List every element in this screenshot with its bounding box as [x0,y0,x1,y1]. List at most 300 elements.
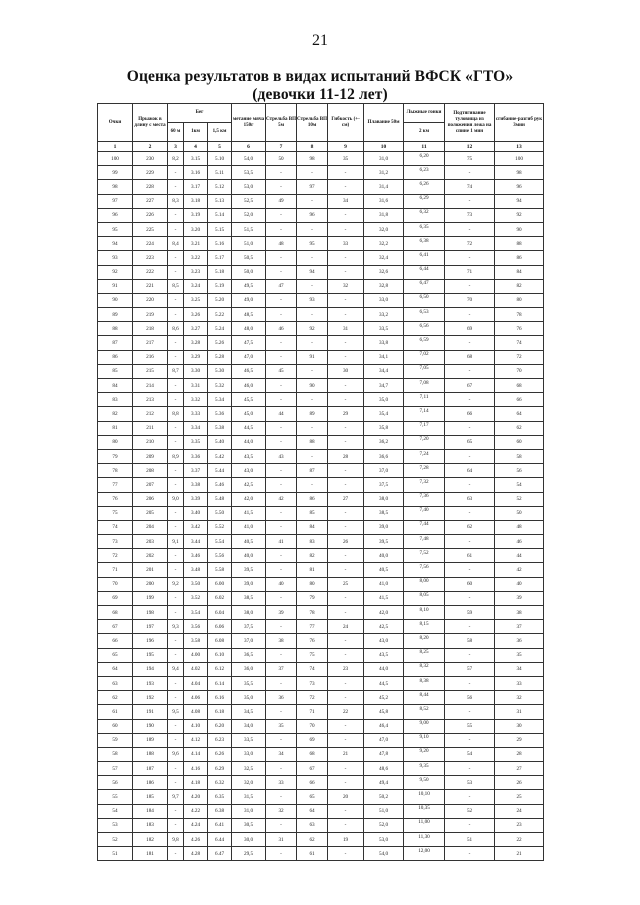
table-cell: 43,0 [364,634,404,648]
column-number: 5 [208,142,232,152]
table-cell: - [168,464,184,478]
table-row [98,166,544,180]
ski-value: 6,56 [419,322,429,329]
table-cell: 3.18 [184,194,208,208]
table-row [98,407,544,421]
table-cell: 40 [266,577,297,591]
table-cell: 4.10 [184,719,208,733]
table-cell: - [328,265,364,279]
table-cell: - [168,549,184,563]
table-cell: 61 [297,847,328,861]
table-cell: 4.08 [184,705,208,719]
table-cell: - [445,705,495,719]
table-cell: 39,0 [232,577,266,591]
table-cell: 48,5 [232,308,266,322]
table-cell: 3.21 [184,237,208,251]
table-cell: 8,6 [168,322,184,336]
table-cell: - [328,464,364,478]
header-swim: Плавание 50м [364,104,404,142]
table-cell [404,379,445,393]
header-pullup: Подтягивание туловища из положения лежа на спине 1 мин [445,104,495,142]
table-cell: 23 [495,818,544,832]
table-cell: - [168,676,184,690]
header-points: Очки [98,104,133,142]
table-cell: 33,8 [364,336,404,350]
table-cell: 46,4 [364,719,404,733]
table-cell: - [168,563,184,577]
table-cell [404,733,445,747]
table-cell: 84 [297,520,328,534]
table-cell: 201 [133,563,168,577]
table-cell: 73 [297,676,328,690]
table-cell [404,251,445,265]
table-cell: 39,0 [364,520,404,534]
table-cell: 88 [98,322,133,336]
table-cell: 46 [266,322,297,336]
table-cell: - [168,733,184,747]
table-cell: 64 [98,662,133,676]
ski-value: 6,50 [419,294,429,301]
table-cell: 82 [297,549,328,563]
table-cell: 88 [297,435,328,449]
table-cell: 50,2 [364,790,404,804]
table-cell: 82 [495,279,544,293]
table-cell: - [445,222,495,236]
table-cell: - [266,180,297,194]
table-row [98,676,544,690]
table-cell: 6.38 [208,804,232,818]
table-cell: 6.10 [208,648,232,662]
table-cell: 81 [98,421,133,435]
table-cell: - [445,733,495,747]
table-cell: - [266,648,297,662]
table-cell [404,776,445,790]
table-cell: 95 [297,237,328,251]
table-cell: 44 [266,407,297,421]
table-cell: 3.54 [184,606,208,620]
table-cell [404,535,445,549]
table-cell: 48 [495,520,544,534]
table-cell: 97 [98,194,133,208]
table-cell [404,520,445,534]
table-cell: 50 [495,506,544,520]
table-cell: 37,5 [232,620,266,634]
table-row [98,520,544,534]
table-cell: 34,0 [232,719,266,733]
table-cell: 49,4 [364,776,404,790]
table-cell: - [168,804,184,818]
table-cell: 6.47 [208,847,232,861]
table-cell: 4.24 [184,818,208,832]
table-cell: 51,0 [364,804,404,818]
table-cell: 5.44 [208,464,232,478]
ski-value: 6,59 [419,337,429,344]
table-cell: - [328,208,364,222]
table-cell: 6.00 [208,577,232,591]
table-cell: 65 [445,435,495,449]
table-cell: - [297,279,328,293]
table-cell: - [445,166,495,180]
ski-value: 7,02 [419,351,429,358]
column-number: 13 [495,142,544,152]
table-row [98,606,544,620]
table-cell: 45 [266,364,297,378]
table-cell: 5.19 [208,279,232,293]
table-cell: 38,0 [364,492,404,506]
table-cell: - [328,606,364,620]
table-cell: - [266,549,297,563]
table-cell: 24 [495,804,544,818]
column-number: 4 [184,142,208,152]
table-cell: 39 [266,606,297,620]
table-cell: 5.56 [208,549,232,563]
header-shoot-5m: Стрельба ВП 5м [266,104,297,142]
table-cell: 199 [133,591,168,605]
table-row [98,279,544,293]
table-cell: 5.36 [208,407,232,421]
table-cell: 72 [297,691,328,705]
table-cell: 64 [495,407,544,421]
table-cell: 211 [133,421,168,435]
table-cell: 5.13 [208,194,232,208]
table-cell: 36 [495,634,544,648]
column-number: 12 [445,142,495,152]
table-cell: - [297,421,328,435]
table-cell: 5.42 [208,449,232,463]
table-cell: 9,1 [168,535,184,549]
table-cell: 43,5 [232,449,266,463]
table-cell: 192 [133,691,168,705]
table-cell [404,237,445,251]
table-cell: 86 [495,251,544,265]
table-cell: 9,5 [168,705,184,719]
ski-value: 6,53 [419,308,429,315]
table-cell: - [297,449,328,463]
table-row [98,804,544,818]
ski-value: 9,35 [419,762,429,769]
ski-value: 7,20 [419,436,429,443]
table-cell: 35 [495,648,544,662]
table-cell: 30 [495,719,544,733]
table-cell: 42,0 [364,606,404,620]
table-cell: 4.02 [184,662,208,676]
table-cell: 6.20 [208,719,232,733]
table-cell: - [168,719,184,733]
table-cell: 33,5 [364,322,404,336]
table-cell: 3.32 [184,393,208,407]
table-cell: 50 [266,152,297,166]
table-cell: 71 [297,705,328,719]
table-cell: - [266,293,297,307]
table-cell: 42,5 [232,478,266,492]
table-cell: 4.00 [184,648,208,662]
table-cell: 5.50 [208,506,232,520]
table-cell: 33,0 [364,293,404,307]
table-cell: - [328,379,364,393]
table-cell: 52 [495,492,544,506]
table-cell: 6.35 [208,790,232,804]
table-cell: - [328,719,364,733]
table-cell: 85 [98,364,133,378]
table-row [98,308,544,322]
table-cell: 66 [495,393,544,407]
table-cell: 80 [98,435,133,449]
table-cell: 32,4 [364,251,404,265]
ski-value: 6,47 [419,280,429,287]
table-cell: 197 [133,620,168,634]
table-cell: 38,5 [364,506,404,520]
column-number: 7 [266,142,297,152]
table-cell [404,847,445,861]
table-cell: 32,0 [364,222,404,236]
table-cell: 3.48 [184,563,208,577]
table-cell: 71 [445,265,495,279]
table-cell: 49 [266,194,297,208]
table-cell: 3.46 [184,549,208,563]
table-cell: 8,4 [168,237,184,251]
table-cell: 92 [495,208,544,222]
table-cell: 68 [445,350,495,364]
table-cell: 35,4 [364,407,404,421]
table-row [98,563,544,577]
table-cell: 98 [495,166,544,180]
table-row [98,435,544,449]
table-cell: 41,5 [232,506,266,520]
table-cell: 35,8 [364,421,404,435]
column-number: 10 [364,142,404,152]
table-cell: 3.42 [184,520,208,534]
table-cell: - [266,506,297,520]
table-cell: - [266,336,297,350]
table-cell: 65 [98,648,133,662]
table-cell: 31,8 [364,208,404,222]
ski-value: 10,10 [418,791,430,798]
table-cell: 202 [133,549,168,563]
table-cell [404,591,445,605]
table-cell: 204 [133,520,168,534]
table-cell: 22 [495,833,544,847]
table-cell: 100 [495,152,544,166]
table-cell: 44,5 [364,676,404,690]
table-row [98,691,544,705]
table-cell: 32 [328,279,364,293]
table-cell: 54 [495,478,544,492]
table-cell: 200 [133,577,168,591]
table-cell: 45,8 [364,705,404,719]
table-cell: 56 [445,691,495,705]
table-cell: - [445,563,495,577]
table-cell [404,563,445,577]
column-number: 8 [297,142,328,152]
table-cell: 84 [495,265,544,279]
table-cell [404,762,445,776]
table-cell [404,435,445,449]
table-cell: 32,8 [364,279,404,293]
table-cell: 19 [328,833,364,847]
table-cell: 218 [133,322,168,336]
table-cell [404,364,445,378]
table-cell: 78 [98,464,133,478]
table-cell: 72 [98,549,133,563]
table-cell: 34,5 [232,705,266,719]
ski-value: 9,00 [419,720,429,727]
table-cell: 59 [445,606,495,620]
table-cell: 27 [328,492,364,506]
table-cell: 91 [98,279,133,293]
table-cell: - [266,435,297,449]
table-cell: 215 [133,364,168,378]
header-throw: метание мяча 150г [232,104,266,142]
table-cell: 64 [297,804,328,818]
table-row [98,293,544,307]
ski-value: 7,48 [419,535,429,542]
table-cell [404,464,445,478]
table-cell: 50,5 [232,251,266,265]
table-cell: 214 [133,379,168,393]
table-cell: - [266,520,297,534]
ski-value: 8,38 [419,677,429,684]
table-cell: 69 [98,591,133,605]
table-cell: 213 [133,393,168,407]
table-cell: 34 [328,194,364,208]
table-cell: 4.12 [184,733,208,747]
table-row [98,222,544,236]
table-cell: 49,5 [232,279,266,293]
table-cell: 6.32 [208,776,232,790]
table-cell: - [445,818,495,832]
header-run-1km: 1км [184,123,208,142]
table-cell: 184 [133,804,168,818]
table-cell: 4.20 [184,790,208,804]
table-cell: 68 [495,379,544,393]
table-cell: 92 [297,322,328,336]
ski-value: 10,35 [418,805,430,812]
table-cell: 4.04 [184,676,208,690]
table-cell: - [445,308,495,322]
table-cell: 62 [98,691,133,705]
table-cell: - [297,393,328,407]
table-cell: - [168,591,184,605]
table-cell: 47,0 [232,350,266,364]
table-cell: 31,6 [364,194,404,208]
table-cell [404,804,445,818]
table-cell: 210 [133,435,168,449]
table-cell: 96 [98,208,133,222]
table-cell: 33,2 [364,308,404,322]
table-cell: 74 [297,662,328,676]
table-cell [404,350,445,364]
table-cell: 76 [98,492,133,506]
table-cell: - [266,591,297,605]
table-cell: 78 [297,606,328,620]
table-cell: 5.40 [208,435,232,449]
table-cell: 54,0 [232,152,266,166]
table-cell [404,833,445,847]
table-row [98,662,544,676]
table-cell [404,676,445,690]
table-cell: 21 [495,847,544,861]
table-cell: - [168,180,184,194]
table-cell: 45,2 [364,691,404,705]
table-cell: - [266,705,297,719]
table-cell: 51,5 [232,222,266,236]
table-cell [404,336,445,350]
table-row [98,648,544,662]
table-cell: 205 [133,506,168,520]
table-cell: 100 [98,152,133,166]
table-cell: 3.40 [184,506,208,520]
table-cell: 39,5 [364,535,404,549]
table-cell [404,393,445,407]
ski-value: 7,24 [419,450,429,457]
table-cell: - [266,393,297,407]
ski-value: 6,35 [419,223,429,230]
ski-value: 7,32 [419,478,429,485]
ski-value: 8,52 [419,705,429,712]
table-cell: - [445,449,495,463]
table-cell: 24 [328,620,364,634]
table-cell: 62 [445,520,495,534]
table-cell: 63 [445,492,495,506]
table-cell: 6.16 [208,691,232,705]
table-cell: 35 [328,152,364,166]
column-number: 6 [232,142,266,152]
table-cell: 3.20 [184,222,208,236]
table-cell: 209 [133,449,168,463]
table-cell: 216 [133,350,168,364]
table-cell: 188 [133,747,168,761]
table-cell: 93 [297,293,328,307]
table-cell: 44,0 [364,662,404,676]
table-cell: 29,5 [232,847,266,861]
table-cell [404,194,445,208]
table-cell: 3.15 [184,152,208,166]
table-cell: 32 [266,804,297,818]
table-cell: 5.22 [208,308,232,322]
table-row [98,833,544,847]
table-cell: 70 [297,719,328,733]
table-cell: 58 [495,449,544,463]
table-cell: 46,0 [232,379,266,393]
ski-value: 11,30 [418,833,430,840]
table-cell: 8,9 [168,449,184,463]
table-cell: 227 [133,194,168,208]
table-cell: - [445,591,495,605]
table-cell: 52,0 [232,208,266,222]
table-cell: 196 [133,634,168,648]
table-cell: 6.14 [208,676,232,690]
table-cell: 67 [297,762,328,776]
table-cell: - [266,379,297,393]
table-cell: 194 [133,662,168,676]
table-cell: 65 [297,790,328,804]
document-title: Оценка результатов в видах испытаний ВФСК «ГТО» [126,68,514,85]
table-cell: 9,0 [168,492,184,506]
table-cell: 9,2 [168,577,184,591]
table-cell: 42 [266,492,297,506]
table-cell [404,662,445,676]
table-cell: 3.27 [184,322,208,336]
table-cell: 8,3 [168,194,184,208]
table-cell: 44,5 [232,421,266,435]
column-number: 2 [133,142,168,152]
table-cell: 37,5 [364,478,404,492]
table-cell: 74 [445,180,495,194]
table-cell [404,180,445,194]
table-cell: - [168,691,184,705]
table-cell: 5.11 [208,166,232,180]
table-cell: 6.29 [208,762,232,776]
